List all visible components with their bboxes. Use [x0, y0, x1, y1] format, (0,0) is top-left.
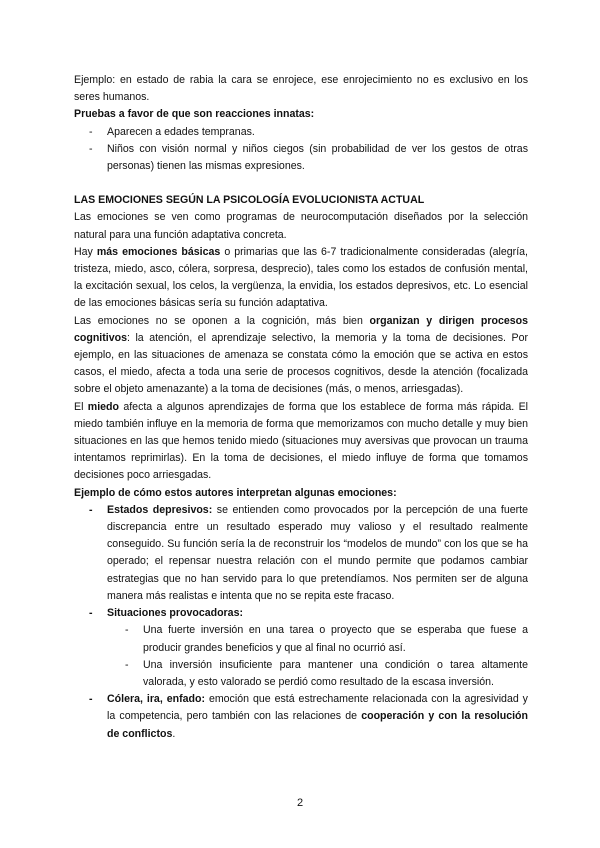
proofs-list — [74, 124, 528, 176]
bold-text: más emociones básicas — [96, 245, 221, 258]
list-item-situations — [74, 605, 528, 691]
item-text: . — [172, 727, 176, 740]
item-label: Situaciones provocadoras: — [107, 607, 243, 620]
document-page — [74, 72, 528, 743]
text: afecta a algunos aprendizajes de forma que los establece de forma más rápida. El miedo también influye en la memoria de forma que memorizamos con mucho detalle y muy bien situaciones en las que hemos tenido miedo (situaciones muy aversivas que provocan un trauma intentamos reprimirlas). En la toma de decisiones, el miedo influye de forma que tomamos decisiones poco arriesgadas. — [74, 400, 528, 482]
text: Las emociones no se oponen a la cognición, más bien — [74, 314, 370, 327]
list-item: - Una inversión insuficiente para mantener una condición o tarea altamente valorada, y esto valorado se perdió como resultado de la escasa inversión. — [107, 657, 528, 691]
item-text: emoción que está estrechamente relacionada con la agresividad y la competencia, pero también con las relaciones de — [107, 693, 528, 723]
text: Hay — [74, 245, 97, 258]
text: o primarias que las 6-7 tradicionalmente consideradas (alegría, tristeza, miedo, asco, cólera, sorpresa, desprecio), tales como los estados de confusión mental, la excitación sexual, los celos, la vergüenza, la envidia, los estados depresivos, etc. Lo esencial de las emociones básicas sería su función adaptativa. — [74, 245, 528, 310]
paragraph-1: Las emociones se ven como programas de neurocomputación diseñados por la selección natural para una función adaptativa concreta. — [74, 211, 528, 241]
bold-text: cooperación y con la resolución de conflictos — [107, 710, 528, 740]
list-item-anger — [74, 691, 528, 743]
bold-text: miedo — [87, 400, 119, 413]
list-item-depressive — [74, 502, 528, 605]
text: : la atención, el aprendizaje selectivo, la memoria y la toma de decisiones. Por ejemplo, en las situaciones de amenaza se constata cómo la emoción que se activa en estos casos, el miedo, afecta a toda una serie de procesos cognitivos, desde la atención (focalizada sobre el objeto amenazante) a la toma de decisiones (más, o menos, arriesgadas). — [74, 331, 528, 396]
examples-title: Ejemplo de cómo estos autores interpretan algunas emociones: — [74, 486, 397, 499]
list-item: - Aparecen a edades tempranas. — [74, 124, 528, 141]
item-label: Estados depresivos: — [107, 503, 213, 516]
example-paragraph: Ejemplo: en estado de rabia la cara se enrojece, ese enrojecimiento no es exclusivo en los seres humanos. — [74, 74, 528, 104]
emotions-list — [74, 502, 528, 743]
paragraph-4 — [74, 399, 528, 485]
section-heading: LAS EMOCIONES SEGÚN LA PSICOLOGÍA EVOLUCIONISTA ACTUAL — [74, 194, 425, 207]
text: El — [74, 400, 88, 413]
paragraph-2 — [74, 244, 528, 313]
paragraph-3 — [74, 313, 528, 399]
page-number: 2 — [296, 797, 304, 809]
bold-text: organizan y dirigen procesos cognitivos — [74, 314, 528, 344]
situations-list — [107, 622, 528, 691]
item-text: se entienden como provocados por la percepción de una fuerte discrepancia entre un resultado esperado muy valioso y el resultado realmente conseguido. Su función sería la de reconstruir los “modelos de mundo” con los que se ha operado; el repensar nuestra relación con el mundo permite que podamos cambiar estrategias que no han servido para lo que pretendíamos. Nos permiten ser de alguna manera más realistas e intenta que no se repita este fracaso. — [107, 503, 529, 602]
list-item: - Una fuerte inversión en una tarea o proyecto que se esperaba que fuese a producir grandes beneficios y que al final no ocurrió así. — [107, 622, 528, 656]
item-label: Cólera, ira, enfado: — [107, 693, 205, 706]
proofs-title: Pruebas a favor de que son reacciones innatas: — [74, 108, 315, 121]
list-item: - Niños con visión normal y niños ciegos (sin probabilidad de ver los gestos de otras personas) tienen las mismas expresiones. — [74, 141, 528, 175]
